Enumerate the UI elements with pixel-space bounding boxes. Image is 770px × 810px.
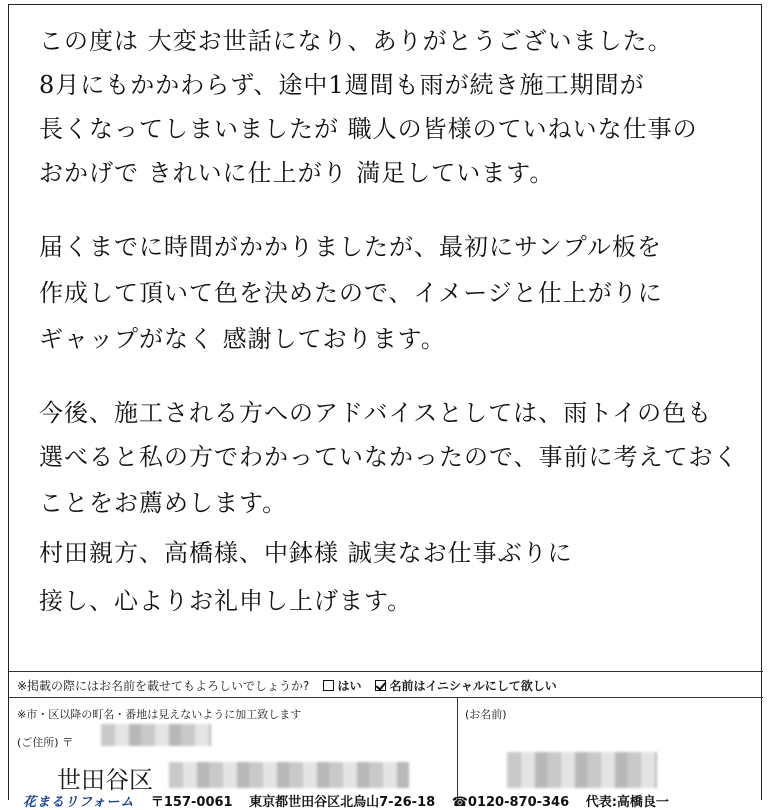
company-logo: 花まるリフォーム (23, 795, 135, 810)
letter-line-7: ギャップがなく 感謝しております。 (39, 325, 446, 353)
document-sheet (8, 4, 762, 810)
letter-line-1: この度は 大変お世話になり、ありがとうございました。 (39, 27, 673, 55)
company-postal: 〒157-0061 (150, 795, 233, 810)
address-note: ※市・区以降の町名・番地は見えないように加工致します (17, 708, 302, 721)
company-address: 東京都世田谷区北烏山7-26-18 (249, 795, 436, 810)
name-cell (457, 698, 763, 802)
name-label: (お名前) (465, 708, 507, 721)
address-handwritten: 世田谷区 (57, 766, 153, 794)
address-label: (ご住所) 〒 (17, 736, 74, 749)
letter-line-5: 届くまでに時間がかかりましたが、最初にサンプル板を (39, 233, 662, 261)
name-consent-row (9, 671, 763, 698)
letter-line-9: 選べると私の方でわかっていなかったので、事前に考えておく (39, 443, 739, 471)
letter-line-6: 作成して頂いて色を決めたので、イメージと仕上がりに (39, 279, 663, 307)
option-initials[interactable] (375, 677, 556, 694)
redacted-postal-code (101, 724, 211, 746)
company-representative: 代表:高橋良一 (585, 795, 669, 810)
redacted-address (169, 762, 409, 788)
letter-line-2: 8月にもかかわらず、途中1週間も雨が続き施工期間が (39, 71, 645, 99)
checkbox-checked-icon[interactable] (375, 680, 386, 691)
option-yes[interactable] (323, 677, 361, 694)
handwritten-letter (9, 5, 763, 665)
redacted-name (507, 752, 657, 788)
letter-line-12: 接し、心よりお礼申し上げます。 (39, 587, 413, 615)
contact-form (9, 697, 763, 802)
company-phone: ☎0120-870-346 (451, 795, 570, 810)
option-initials-label: 名前はイニシャルにして欲しい (389, 678, 557, 693)
option-yes-label: はい (337, 678, 362, 693)
address-cell (9, 698, 458, 802)
letter-line-10: ことをお薦めします。 (39, 489, 288, 517)
consent-question: ※掲載の際にはお名前を載せてもよろしいでしょうか? (17, 678, 310, 693)
letter-line-11: 村田親方、高橋様、中鉢様 誠実なお仕事ぶりに (39, 539, 573, 567)
letter-line-4: おかげで きれいに仕上がり 満足しています。 (39, 159, 555, 187)
letter-line-3: 長くなってしまいましたが 職人の皆様のていねいな仕事の (39, 115, 698, 143)
letter-line-8: 今後、施工される方へのアドバイスとしては、雨トイの色も (39, 399, 713, 427)
checkbox-yes-icon[interactable] (323, 680, 334, 691)
company-footer (23, 791, 763, 809)
